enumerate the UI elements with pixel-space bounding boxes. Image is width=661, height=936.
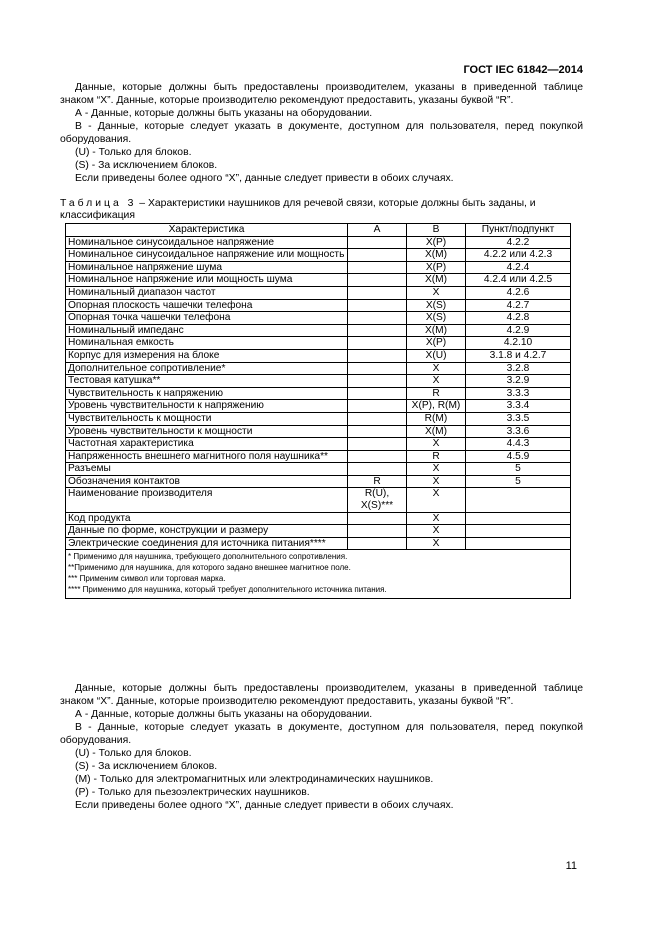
cell-a xyxy=(348,525,407,538)
cell-a xyxy=(348,463,407,476)
table-row xyxy=(66,512,571,525)
table-row xyxy=(66,324,571,337)
table-row xyxy=(66,463,571,476)
cell-clause: 4.4.3 xyxy=(466,438,571,451)
cell-a xyxy=(348,249,407,262)
cell-characteristic: Номинальное напряжение шума xyxy=(66,261,348,274)
cell-b: X(M) xyxy=(407,274,466,287)
cell-a xyxy=(348,337,407,350)
cell-clause: 5 xyxy=(466,475,571,488)
cell-characteristic: Уровень чувствительности к напряжению xyxy=(66,400,348,413)
cell-characteristic: Код продукта xyxy=(66,512,348,525)
cell-b: X xyxy=(407,438,466,451)
cell-a xyxy=(348,438,407,451)
table-row xyxy=(66,274,571,287)
outro-paragraph: (P) - Только для пьезоэлектрических наушников. xyxy=(75,787,310,798)
cell-a xyxy=(348,349,407,362)
header-a: А xyxy=(348,224,407,237)
cell-b: X xyxy=(407,488,466,512)
cell-characteristic: Уровень чувствительности к мощности xyxy=(66,425,348,438)
cell-b: X xyxy=(407,362,466,375)
table-notes xyxy=(66,550,571,599)
cell-clause: 5 xyxy=(466,463,571,476)
cell-b: X(P) xyxy=(407,337,466,350)
cell-b: X xyxy=(407,286,466,299)
header-clause: Пункт/подпункт xyxy=(466,224,571,237)
cell-b: X(P), R(M) xyxy=(407,400,466,413)
cell-clause: 4.2.7 xyxy=(466,299,571,312)
cell-clause: 4.2.2 или 4.2.3 xyxy=(466,249,571,262)
cell-clause: 3.3.3 xyxy=(466,387,571,400)
cell-characteristic: Чувствительность к напряжению xyxy=(66,387,348,400)
cell-characteristic: Наименование производителя xyxy=(66,488,348,512)
intro-paragraph: А - Данные, которые должны быть указаны на оборудовании. xyxy=(75,108,373,119)
cell-clause xyxy=(466,512,571,525)
cell-a xyxy=(348,299,407,312)
cell-clause: 3.2.9 xyxy=(466,375,571,388)
cell-a xyxy=(348,512,407,525)
cell-b: X(M) xyxy=(407,249,466,262)
table-note: *** Применим символ или торговая марка. xyxy=(68,574,226,584)
outro-section xyxy=(60,682,583,812)
table-row xyxy=(66,362,571,375)
cell-characteristic: Дополнительное сопротивление* xyxy=(66,362,348,375)
cell-characteristic: Чувствительность к мощности xyxy=(66,412,348,425)
table-row xyxy=(66,261,571,274)
cell-characteristic: Опорная точка чашечки телефона xyxy=(66,312,348,325)
cell-characteristic: Номинальный диапазон частот xyxy=(66,286,348,299)
cell-a xyxy=(348,312,407,325)
cell-a xyxy=(348,274,407,287)
cell-a xyxy=(348,286,407,299)
cell-characteristic: Номинальное синусоидальное напряжение xyxy=(66,236,348,249)
cell-a xyxy=(348,412,407,425)
table-row xyxy=(66,488,571,512)
cell-clause xyxy=(466,525,571,538)
table-row xyxy=(66,425,571,438)
cell-a xyxy=(348,324,407,337)
table-caption-label: Таблица 3 xyxy=(60,198,137,209)
intro-paragraph: В - Данные, которые следует указать в документе, доступном для пользователя, перед покупкой оборудования. xyxy=(60,121,583,145)
cell-b: X(M) xyxy=(407,324,466,337)
cell-clause: 4.2.8 xyxy=(466,312,571,325)
table-row xyxy=(66,438,571,451)
cell-characteristic: Данные по форме, конструкции и размеру xyxy=(66,525,348,538)
cell-clause: 4.2.6 xyxy=(466,286,571,299)
cell-characteristic: Частотная характеристика xyxy=(66,438,348,451)
cell-clause: 4.2.2 xyxy=(466,236,571,249)
cell-clause xyxy=(466,537,571,550)
cell-b: X(P) xyxy=(407,236,466,249)
table-row xyxy=(66,387,571,400)
outro-paragraph: Данные, которые должны быть предоставлены производителем, указаны в приведенной таблице знаком “X”. Данные, которые производителю рекомендуют предоставить, указаны буквой “R”. xyxy=(60,683,583,707)
table-row xyxy=(66,400,571,413)
cell-b: X xyxy=(407,525,466,538)
table-caption-text: – Характеристики наушников для речевой связи, которые должны быть заданы, и классификация xyxy=(60,198,536,221)
cell-b: X(S) xyxy=(407,299,466,312)
cell-a xyxy=(348,261,407,274)
cell-b: X xyxy=(407,537,466,550)
cell-characteristic: Тестовая катушка** xyxy=(66,375,348,388)
cell-a xyxy=(348,450,407,463)
cell-b: R xyxy=(407,387,466,400)
cell-characteristic: Обозначения контактов xyxy=(66,475,348,488)
intro-paragraph: Если приведены более одного “X”, данные следует привести в обоих случаях. xyxy=(75,173,454,184)
page-number: 11 xyxy=(565,860,577,872)
cell-clause: 3.3.5 xyxy=(466,412,571,425)
header-characteristic: Характеристика xyxy=(66,224,348,237)
table-row xyxy=(66,312,571,325)
cell-b: R(M) xyxy=(407,412,466,425)
outro-paragraph: (M) - Только для электромагнитных или электродинамических наушников. xyxy=(75,774,434,785)
cell-b: X(M) xyxy=(407,425,466,438)
cell-b: X(S) xyxy=(407,312,466,325)
table-note: **** Применимо для наушника, который требует дополнительного источника питания. xyxy=(68,585,387,595)
table-row xyxy=(66,286,571,299)
table-row xyxy=(66,525,571,538)
cell-clause: 3.2.8 xyxy=(466,362,571,375)
table-row xyxy=(66,249,571,262)
cell-characteristic: Электрические соединения для источника питания**** xyxy=(66,537,348,550)
table-row xyxy=(66,337,571,350)
cell-characteristic: Корпус для измерения на блоке xyxy=(66,349,348,362)
cell-a: R(U), X(S)*** xyxy=(348,488,407,512)
cell-clause: 4.2.4 xyxy=(466,261,571,274)
table-row xyxy=(66,537,571,550)
outro-paragraph: (S) - За исключением блоков. xyxy=(75,761,218,772)
cell-characteristic: Разъемы xyxy=(66,463,348,476)
cell-b: X xyxy=(407,375,466,388)
outro-paragraph: В - Данные, которые следует указать в документе, доступном для пользователя, перед покупкой оборудования. xyxy=(60,722,583,746)
cell-b: X xyxy=(407,512,466,525)
table-row xyxy=(66,375,571,388)
outro-paragraph: А - Данные, которые должны быть указаны на оборудовании. xyxy=(75,709,373,720)
cell-characteristic: Опорная плоскость чашечки телефона xyxy=(66,299,348,312)
cell-characteristic: Номинальное синусоидальное напряжение или мощность xyxy=(66,249,348,262)
cell-b: X xyxy=(407,475,466,488)
table-row xyxy=(66,349,571,362)
cell-clause: 3.1.8 и 4.2.7 xyxy=(466,349,571,362)
document-header: ГОСТ IEC 61842—2014 xyxy=(463,64,583,76)
intro-paragraph: (U) - Только для блоков. xyxy=(75,147,192,158)
cell-clause: 4.2.4 или 4.2.5 xyxy=(466,274,571,287)
cell-a xyxy=(348,362,407,375)
cell-a xyxy=(348,425,407,438)
cell-a xyxy=(348,387,407,400)
characteristics-table xyxy=(65,223,571,599)
cell-clause: 4.5.9 xyxy=(466,450,571,463)
cell-clause: 3.3.6 xyxy=(466,425,571,438)
table-header-row xyxy=(66,224,571,237)
cell-characteristic: Номинальная емкость xyxy=(66,337,348,350)
header-b: В xyxy=(407,224,466,237)
intro-section xyxy=(60,81,583,185)
table-row xyxy=(66,236,571,249)
table-body xyxy=(66,236,571,550)
intro-paragraph: (S) - За исключением блоков. xyxy=(75,160,218,171)
table-notes-row xyxy=(66,550,571,599)
cell-b: X xyxy=(407,463,466,476)
cell-a xyxy=(348,375,407,388)
cell-clause: 3.3.4 xyxy=(466,400,571,413)
table-row xyxy=(66,475,571,488)
cell-b: X(U) xyxy=(407,349,466,362)
table-row xyxy=(66,450,571,463)
cell-characteristic: Номинальный импеданс xyxy=(66,324,348,337)
cell-a xyxy=(348,537,407,550)
cell-a: R xyxy=(348,475,407,488)
cell-a xyxy=(348,400,407,413)
cell-b: R xyxy=(407,450,466,463)
table-row xyxy=(66,412,571,425)
table-row xyxy=(66,299,571,312)
table-caption xyxy=(60,198,583,222)
cell-clause: 4.2.10 xyxy=(466,337,571,350)
intro-paragraph: Данные, которые должны быть предоставлены производителем, указаны в приведенной таблице знаком “X”. Данные, которые производителю рекомендуют предоставить, указаны буквой “R”. xyxy=(60,82,583,106)
cell-clause: 4.2.9 xyxy=(466,324,571,337)
cell-b: X(P) xyxy=(407,261,466,274)
cell-characteristic: Напряженность внешнего магнитного поля наушника** xyxy=(66,450,348,463)
cell-a xyxy=(348,236,407,249)
table-note: **Применимо для наушника, для которого задано внешнее магнитное поле. xyxy=(68,563,351,573)
outro-paragraph: Если приведены более одного “X”, данные следует привести в обоих случаях. xyxy=(75,800,454,811)
table-note: * Применимо для наушника, требующего дополнительного сопротивления. xyxy=(68,552,348,562)
cell-characteristic: Номинальное напряжение или мощность шума xyxy=(66,274,348,287)
outro-paragraph: (U) - Только для блоков. xyxy=(75,748,192,759)
cell-clause xyxy=(466,488,571,512)
